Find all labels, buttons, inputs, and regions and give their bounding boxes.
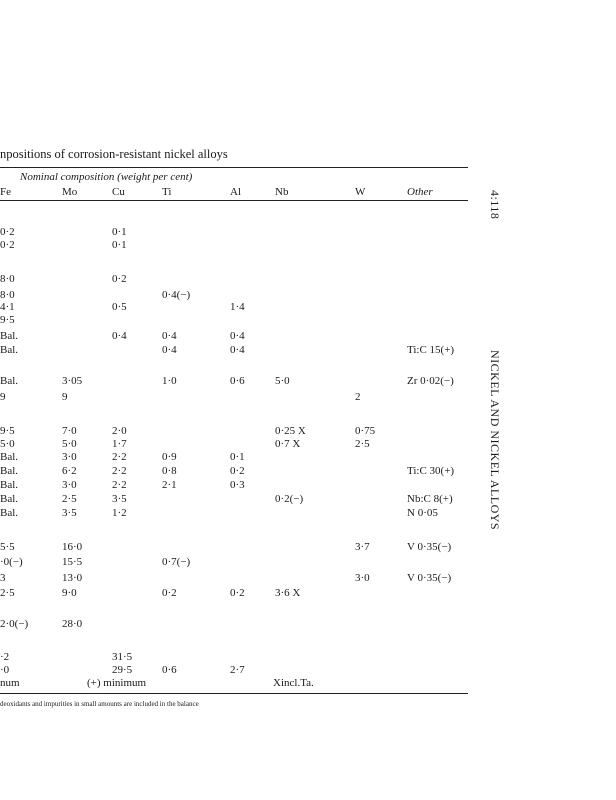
table-cell: 0·25 X	[275, 425, 306, 437]
table-cell: 0·6	[230, 375, 245, 387]
table-cell: 2·5	[0, 587, 15, 599]
col-cu-header: Cu	[112, 186, 125, 198]
table-cell: 3	[0, 572, 6, 584]
table-cell: 7·0	[62, 425, 77, 437]
table-cell: 2·7	[230, 664, 245, 676]
table-cell: 0·4	[230, 330, 245, 342]
table-cell: 3·5	[62, 507, 77, 519]
table-cell: 0·2	[230, 465, 245, 477]
table-cell: 0·6	[162, 664, 177, 676]
table-cell: 9·5	[0, 425, 15, 437]
table-cell: 0·4	[230, 344, 245, 356]
table-cell: 31·5	[112, 651, 133, 663]
table-cell: 2·2	[112, 465, 127, 477]
table-cell: 0·4	[112, 330, 127, 342]
table-cell: 0·7 X	[275, 438, 301, 450]
table-cell: 9	[62, 391, 68, 403]
table-cell: 8·0	[0, 289, 15, 301]
table-cell: V 0·35(−)	[407, 572, 452, 584]
table-cell: 2·5	[62, 493, 77, 505]
table-cell: 5·5	[0, 541, 15, 553]
footer-minimum-left: num	[0, 677, 20, 689]
table-cell: Bal.	[0, 493, 19, 505]
table-cell: 3·0	[62, 479, 77, 491]
table-cell: 3·05	[62, 375, 83, 387]
table-cell: ·0(−)	[0, 556, 23, 568]
table-cell: 1·2	[112, 507, 127, 519]
table-cell: Bal.	[0, 375, 19, 387]
table-cell: 0·2	[0, 226, 15, 238]
table-rule-header	[0, 200, 468, 201]
table-cell: 1·0	[162, 375, 177, 387]
table-cell: 0·3	[230, 479, 245, 491]
col-ti-header: Ti	[162, 186, 172, 198]
table-cell: 9·5	[0, 314, 15, 326]
table-cell: 2·2	[112, 451, 127, 463]
table-footnote: deoxidants and impurities in small amounts are included in the balance	[0, 700, 199, 708]
table-cell: 0·4	[162, 344, 177, 356]
running-title: NICKEL AND NICKEL ALLOYS	[488, 350, 502, 531]
table-cell: 0·2	[0, 239, 15, 251]
table-cell: 0·8	[162, 465, 177, 477]
table-cell: 15·5	[62, 556, 83, 568]
table-cell: Bal.	[0, 507, 19, 519]
table-cell: 0·9	[162, 451, 177, 463]
table-cell: 5·0	[275, 375, 290, 387]
col-other-header: Other	[407, 186, 433, 198]
table-cell: 4·1	[0, 301, 15, 313]
page-number: 4:118	[488, 190, 502, 220]
col-w-header: W	[355, 186, 366, 198]
table-cell: 1·4	[230, 301, 245, 313]
table-cell: 0·2(−)	[275, 493, 304, 505]
table-cell: Bal.	[0, 465, 19, 477]
table-cell: 2·0(−)	[0, 618, 29, 630]
table-cell: 0·5	[112, 301, 127, 313]
footer-plus-minimum: (+) minimum	[87, 677, 147, 689]
table-cell: Bal.	[0, 330, 19, 342]
column-group-header: Nominal composition (weight per cent)	[20, 171, 193, 183]
col-fe-header: Fe	[0, 186, 11, 198]
table-cell: 0·75	[355, 425, 376, 437]
table-cell: ·0	[0, 664, 10, 676]
col-mo-header: Mo	[62, 186, 78, 198]
table-rule-bottom	[0, 693, 468, 694]
table-cell: 3·0	[355, 572, 370, 584]
table-cell: Ti:C 15(+)	[407, 344, 455, 356]
table-cell: 0·4(−)	[162, 289, 191, 301]
table-cell: 0·2	[162, 587, 177, 599]
table-cell: 2·1	[162, 479, 177, 491]
table-cell: Bal.	[0, 479, 19, 491]
table-cell: 29·5	[112, 664, 133, 676]
table-cell: 2·5	[355, 438, 370, 450]
table-cell: 0·7(−)	[162, 556, 191, 568]
table-cell: 3·0	[62, 451, 77, 463]
table-cell: 8·0	[0, 273, 15, 285]
table-cell: 3·6 X	[275, 587, 301, 599]
table-cell: 6·2	[62, 465, 77, 477]
table-cell: 0·1	[230, 451, 245, 463]
table-cell: 0·1	[112, 239, 127, 251]
table-cell: 9	[0, 391, 6, 403]
table-cell: Nb:C 8(+)	[407, 493, 453, 505]
table-cell: N 0·05	[407, 507, 438, 519]
table-cell: Zr 0·02(−)	[407, 375, 454, 387]
col-nb-header: Nb	[275, 186, 289, 198]
table-cell: 3·5	[112, 493, 127, 505]
footer-nb-note: Xincl.Ta.	[273, 677, 314, 689]
running-header	[488, 190, 510, 531]
table-cell: 28·0	[62, 618, 83, 630]
table-cell: 0·4	[162, 330, 177, 342]
table-cell: Bal.	[0, 344, 19, 356]
table-cell: 2·0	[112, 425, 127, 437]
table-cell: 0·2	[112, 273, 127, 285]
table-cell: 13·0	[62, 572, 83, 584]
table-cell: 5·0	[62, 438, 77, 450]
table-cell: V 0·35(−)	[407, 541, 452, 553]
table-cell: ·2	[0, 651, 10, 663]
table-caption: npositions of corrosion-resistant nickel alloys	[0, 147, 228, 161]
table-cell: 2·2	[112, 479, 127, 491]
table-cell: 16·0	[62, 541, 83, 553]
table-cell: 3·7	[355, 541, 370, 553]
table-cell: 2	[355, 391, 361, 403]
table-cell: 0·1	[112, 226, 127, 238]
table-rule-top	[0, 167, 468, 168]
table-cell: Bal.	[0, 451, 19, 463]
table-cell: 0·2	[230, 587, 245, 599]
table-cell: Ti:C 30(+)	[407, 465, 455, 477]
col-al-header: Al	[230, 186, 241, 198]
table-cell: 5·0	[0, 438, 15, 450]
table-cell: 9·0	[62, 587, 77, 599]
table-cell: 1·7	[112, 438, 127, 450]
